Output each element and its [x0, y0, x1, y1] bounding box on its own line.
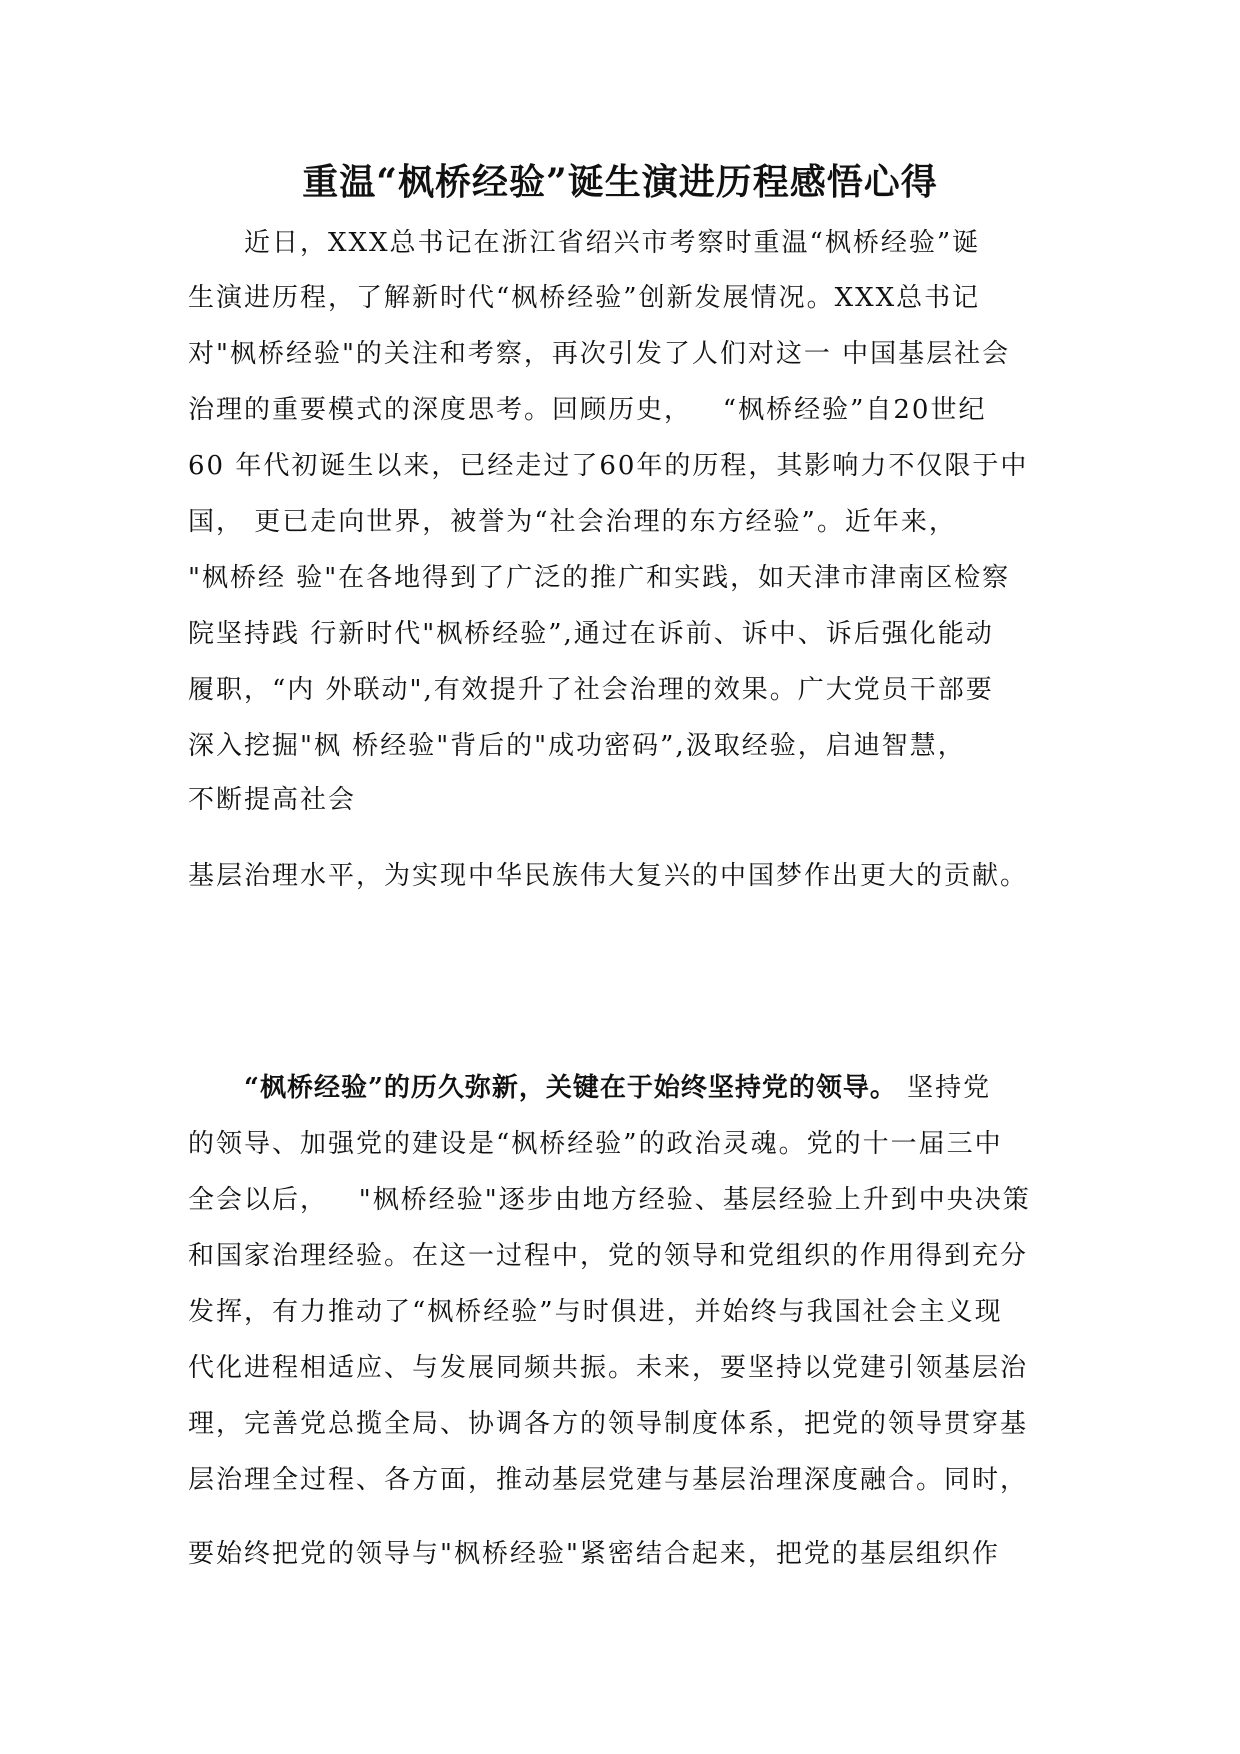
paragraph-line-tail: 坚持党 [896, 1073, 992, 1103]
paragraph-first-line [244, 1070, 991, 1106]
paragraph-line: "枫桥经 验"在各地得到了广泛的推广和实践，如天津市津南区检察 [188, 563, 1011, 593]
paragraph-line: 代化进程相适应、与发展同频共振。未来，要坚持以党建引领基层治 [188, 1353, 1029, 1383]
paragraph-line: 院坚持践 行新时代"枫桥经验”,通过在诉前、诉中、诉后强化能动 [188, 619, 994, 649]
paragraph-line: 基层治理水平，为实现中华民族伟大复兴的中国梦作出更大的贡献。 [188, 861, 1029, 891]
paragraph-line: 层治理全过程、各方面，推动基层党建与基层治理深度融合。同时， [188, 1465, 1029, 1495]
paragraph-line: 治理的重要模式的深度思考。回顾历史， “枫桥经验”自20世纪 [188, 395, 987, 425]
paragraph-line: 不断提高社会 [188, 785, 357, 815]
paragraph-line: 深入挖掘"枫 桥经验"背后的"成功密码”,汲取经验，启迪智慧， [188, 731, 966, 761]
paragraph-line: 履职，“内 外联动",有效提升了社会治理的效果。广大党员干部要 [188, 675, 994, 705]
paragraph-line: 生演进历程，了解新时代“枫桥经验”创新发展情况。XXX总书记 [188, 283, 981, 313]
paragraph-line: 近日，XXX总书记在浙江省绍兴市考察时重温“枫桥经验”诞 [244, 228, 981, 258]
paragraph-line: 和国家治理经验。在这一过程中，党的领导和党组织的作用得到充分 [188, 1241, 1029, 1271]
paragraph-line: 的领导、加强党的建设是“枫桥经验”的政治灵魂。党的十一届三中 [188, 1129, 1003, 1159]
paragraph-line: 对"枫桥经验"的关注和考察，再次引发了人们对这一 中国基层社会 [188, 339, 1011, 369]
paragraph-lead-sentence: “枫桥经验”的历久弥新，关键在于始终坚持党的领导。 [244, 1073, 897, 1103]
document-title: 重温“枫桥经验”诞生演进历程感悟心得 [302, 161, 938, 203]
paragraph-line: 国， 更已走向世界，被誉为“社会治理的东方经验”。近年来， [188, 507, 957, 537]
paragraph-line: 全会以后， "枫桥经验"逐步由地方经验、基层经验上升到中央决策 [188, 1185, 1031, 1215]
paragraph-line: 理，完善党总揽全局、协调各方的领导制度体系，把党的领导贯穿基 [188, 1409, 1029, 1439]
paragraph-line: 要始终把党的领导与"枫桥经验"紧密结合起来，把党的基层组织作 [188, 1539, 1000, 1569]
paragraph-line: 60 年代初诞生以来，已经走过了60年的历程，其影响力不仅限于中 [188, 451, 1029, 481]
paragraph-line: 发挥，有力推动了“枫桥经验”与时俱进，并始终与我国社会主义现 [188, 1297, 1003, 1327]
